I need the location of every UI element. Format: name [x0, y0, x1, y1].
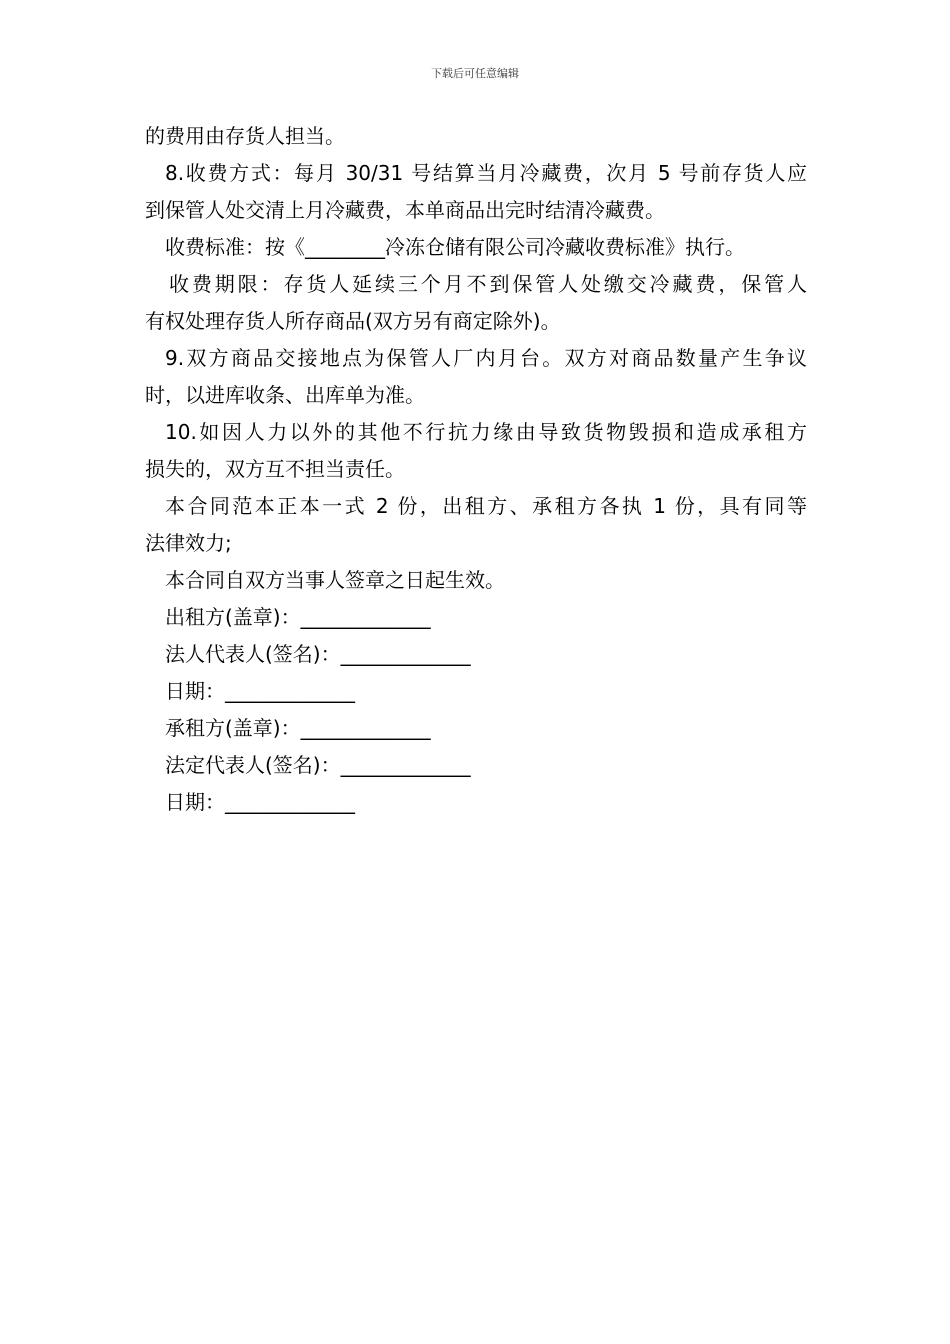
- signature-lessee-legal-rep: 法定代表人(签名)：_____________: [165, 753, 471, 777]
- paragraph-line: 法律效力;: [145, 531, 232, 555]
- page-header: 下载后可任意编辑: [431, 67, 519, 80]
- signature-lessee-date: 日期：_____________: [165, 790, 355, 814]
- paragraph-line: 收费期限：存货人延续三个月不到保管人处缴交冷藏费，保管人: [169, 272, 807, 296]
- signature-lessor-date: 日期：_____________: [165, 679, 355, 703]
- paragraph-line: 10.如因人力以外的其他不行抗力缘由导致货物毁损和造成承租方: [165, 420, 807, 444]
- paragraph-line: 到保管人处交清上月冷藏费，本单商品出完时结清冷藏费。: [145, 198, 665, 222]
- paragraph-line: 有权处理存货人所存商品(双方另有商定除外)。: [145, 309, 561, 333]
- document-body: [145, 118, 807, 821]
- paragraph-line: 时，以进库收条、出库单为准。: [145, 383, 425, 407]
- signature-block: [145, 599, 807, 821]
- paragraph-line: 本合同自双方当事人签章之日起生效。: [165, 568, 505, 592]
- signature-lessor-legal-rep: 法人代表人(签名)：_____________: [165, 642, 471, 666]
- paragraph-line: 8.收费方式：每月 30/31 号结算当月冷藏费，次月 5 号前存货人应: [165, 161, 807, 185]
- paragraph-line: 本合同范本正本一式 2 份，出租方、承租方各执 1 份，具有同等: [165, 494, 807, 518]
- paragraph-line: 的费用由存货人担当。: [145, 124, 345, 148]
- signature-lessor-seal: 出租方(盖章)：_____________: [165, 605, 431, 629]
- paragraph-line: 收费标准：按《________冷冻仓储有限公司冷藏收费标准》执行。: [165, 235, 745, 259]
- signature-lessee-seal: 承租方(盖章)：_____________: [165, 716, 431, 740]
- paragraph-line: 损失的，双方互不担当责任。: [145, 457, 405, 481]
- paragraph-line: 9.双方商品交接地点为保管人厂内月台。双方对商品数量产生争议: [165, 346, 807, 370]
